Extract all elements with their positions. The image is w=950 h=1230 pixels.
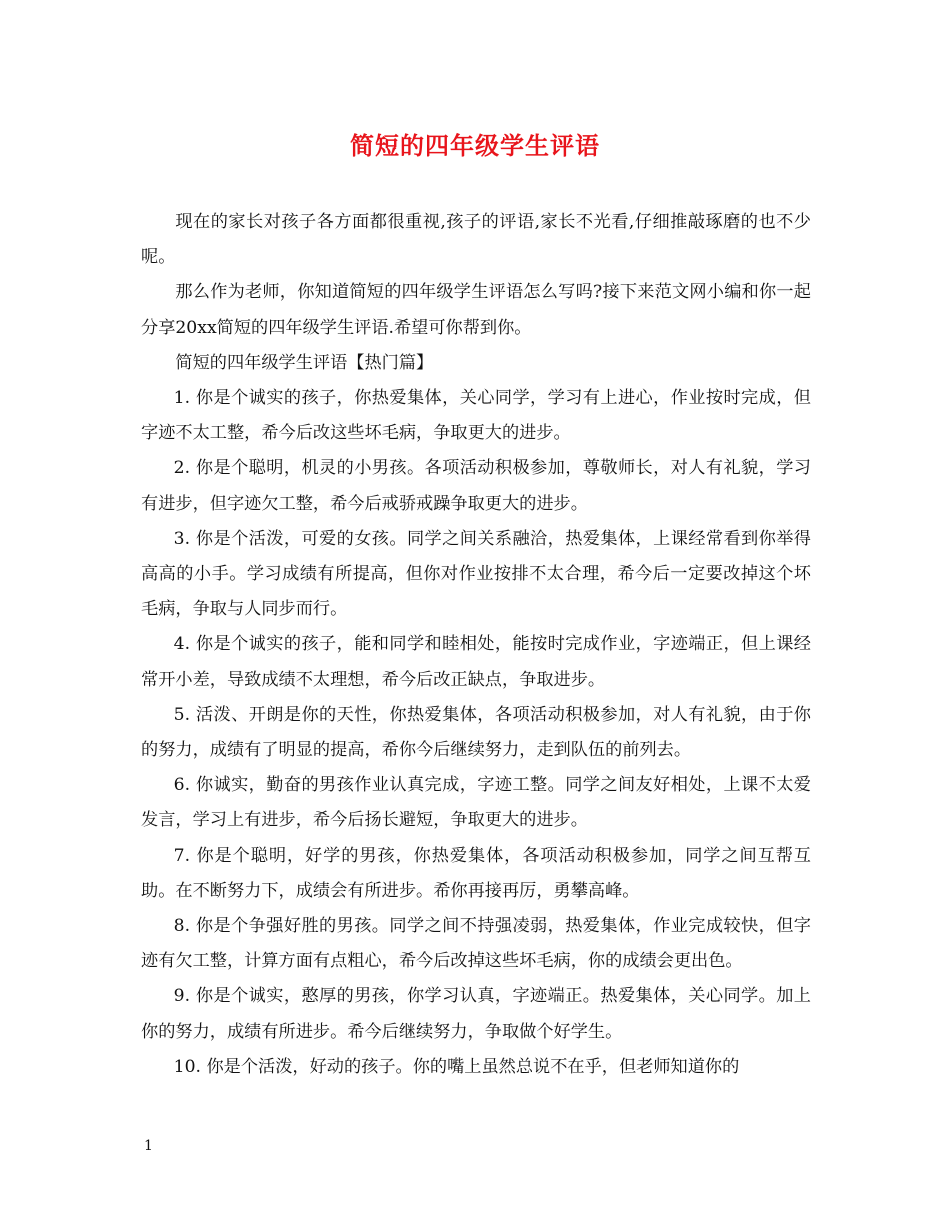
comment-item-10: 10. 你是个活泼，好动的孩子。你的嘴上虽然总说不在乎，但老师知道你的 xyxy=(173,1056,740,1077)
comment-item-7: 7. 你是个聪明，好学的男孩，你热爱集体，各项活动积极参加，同学之间互帮互助。在不断努力下，成绩会有所进步。希你再接再厉，勇攀高峰。 xyxy=(141,845,811,901)
comment-item-4: 4. 你是个诚实的孩子，能和同学和睦相处，能按时完成作业，字迹端正，但上课经常开小差，导致成绩不太理想，希今后改正缺点，争取进步。 xyxy=(141,634,811,690)
section-heading: 简短的四年级学生评语【热门篇】 xyxy=(175,352,434,373)
intro-paragraph-1: 现在的家长对孩子各方面都很重视,孩子的评语,家长不光看,仔细推敲琢磨的也不少呢。 xyxy=(141,212,811,268)
comment-item-6: 6. 你诚实，勤奋的男孩作业认真完成，字迹工整。同学之间友好相处，上课不太爱发言，学习上有进步，希今后扬长避短，争取更大的进步。 xyxy=(141,775,811,831)
document-title: 简短的四年级学生评语 xyxy=(350,131,600,160)
page-number: 1 xyxy=(144,1138,153,1154)
comment-item-8: 8. 你是个争强好胜的男孩。同学之间不持强凌弱，热爱集体，作业完成较快，但字迹有欠工整，计算方面有点粗心，希今后改掉这些坏毛病，你的成绩会更出色。 xyxy=(141,916,811,972)
comment-item-1: 1. 你是个诚实的孩子，你热爱集体，关心同学，学习有上进心，作业按时完成，但字迹不太工整，希今后改这些坏毛病，争取更大的进步。 xyxy=(141,388,811,444)
comment-item-9: 9. 你是个诚实，憨厚的男孩，你学习认真，字迹端正。热爱集体，关心同学。加上你的努力，成绩有所进步。希今后继续努力，争取做个好学生。 xyxy=(141,986,811,1042)
comment-item-5: 5. 活泼、开朗是你的天性，你热爱集体，各项活动积极参加，对人有礼貌，由于你的努力，成绩有了明显的提高，希你今后继续努力，走到队伍的前列去。 xyxy=(141,704,811,761)
comment-item-3: 3. 你是个活泼，可爱的女孩。同学之间关系融洽，热爱集体，上课经常看到你举得高高的小手。学习成绩有所提高，但你对作业按排不太合理，希今后一定要改掉这个坏毛病，争取与人同步而行。 xyxy=(141,528,811,620)
comment-item-2: 2. 你是个聪明，机灵的小男孩。各项活动积极参加，尊敬师长，对人有礼貌，学习有进步，但字迹欠工整，希今后戒骄戒躁争取更大的进步。 xyxy=(141,458,811,514)
intro-paragraph-2: 那么作为老师，你知道简短的四年级学生评语怎么写吗?接下来范文网小编和你一起分享20xx简短的四年级学生评语.希望可你帮到你。 xyxy=(141,282,811,338)
document-body xyxy=(141,205,811,1085)
